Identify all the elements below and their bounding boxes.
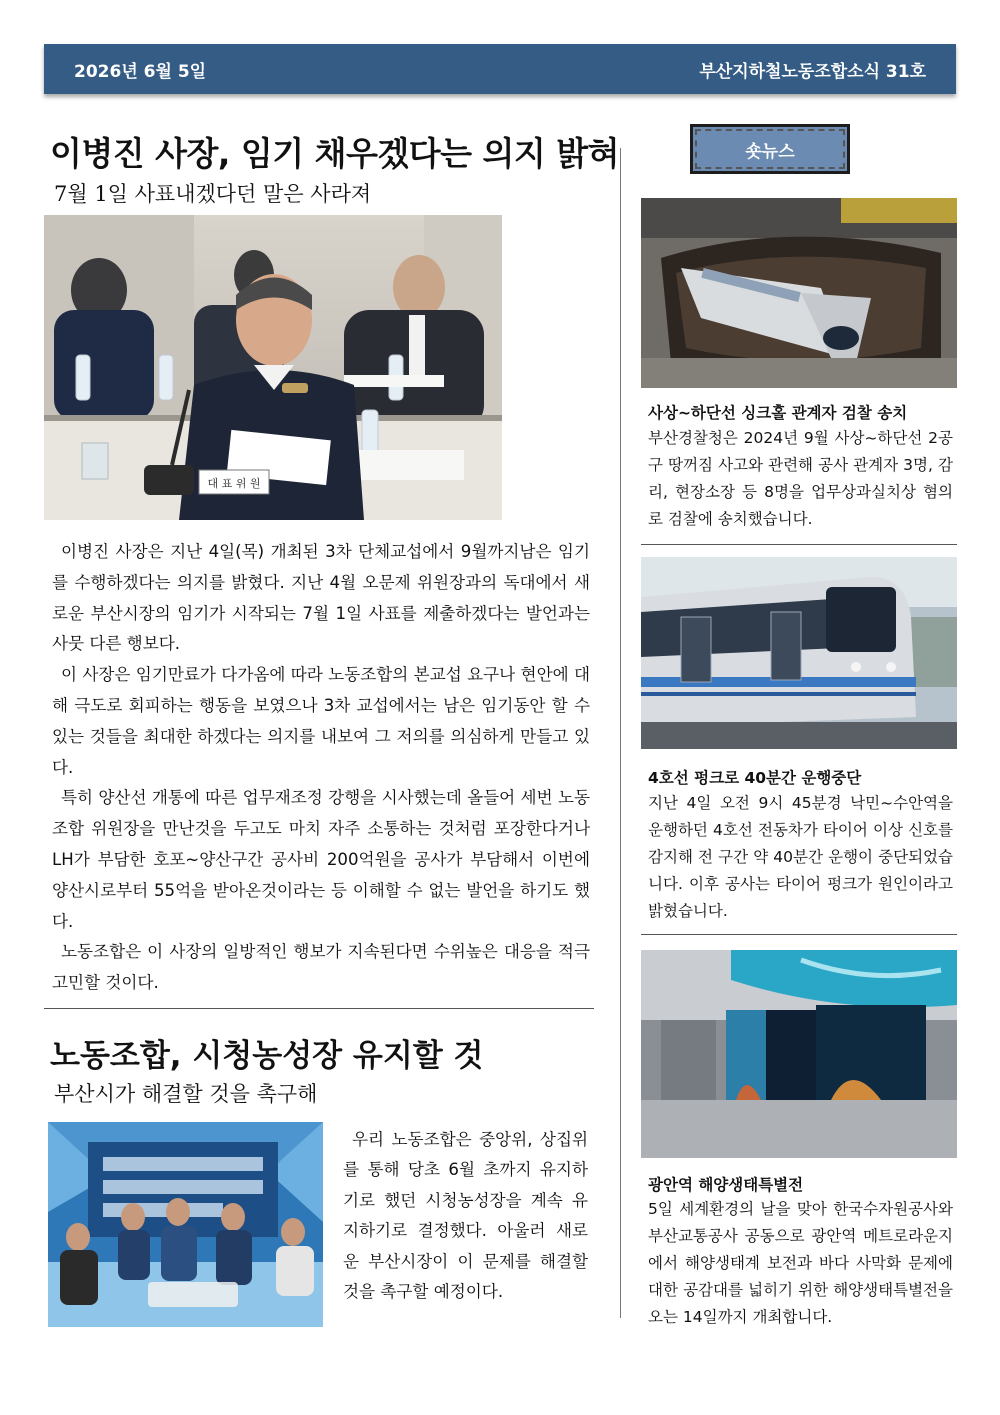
- article-divider: [44, 1008, 594, 1009]
- issue-date: 2026년 6월 5일: [74, 61, 207, 82]
- article1-paragraph: 특히 양산선 개통에 따른 업무재조정 강행을 시사했는데 올들어 세번 노동조합 위원장을 만난것을 두고도 마치 자주 소통하는 것처럼 포장한다거나 LH가 부담한 호포~양산구간 공사비 200억원을 공사가 부담해서 이번에 양산시로부터 55억을 받아온것이라는 등 이해할 수 없는 발언을 하기도 했다.: [52, 788, 590, 931]
- article1-paragraph: 노동조합은 이 사장의 일방적인 행보가 지속된다면 수위높은 대응을 적극 고민할 것이다.: [52, 942, 590, 993]
- column-divider: [620, 148, 621, 1318]
- article2-subtitle: 부산시가 해결할 것을 촉구해: [54, 1082, 318, 1106]
- article2-title: 노동조합, 시청농성장 유지할 것: [50, 1038, 484, 1074]
- header-bar: [44, 44, 956, 94]
- news-item-body: 부산경찰청은 2024년 9월 사상~하단선 2공구 땅꺼짐 사고와 관련해 공사 관계자 3명, 감리, 현장소장 등 8명을 업무상과실치상 혐의로 검찰에 송치했습니다.: [648, 429, 953, 528]
- short-news-heading: [690, 124, 850, 174]
- news-item-body: 5일 세계환경의 날을 맞아 한국수자원공사와 부산교통공사 공동으로 광안역 메트로라운지에서 해양생태계 보전과 바다 사막화 문제에 대한 공감대를 넓히기 위한 해양생태특별전을 오는 14일까지 개최합니다.: [648, 1200, 953, 1326]
- article1-paragraph: 이병진 사장은 지난 4일(목) 개최된 3차 단체교섭에서 9월까지남은 임기를 수행하겠다는 의지를 밝혔다. 지난 4월 오문제 위원장과의 독대에서 새로운 부산시장의 임기가 시작되는 7월 1일 사표를 제출하겠다는 발언과는 사뭇 다른 행보다.: [52, 542, 590, 654]
- sinkhole-photo: [641, 198, 957, 388]
- news-divider: [641, 934, 957, 935]
- sit-in-tent-photo: [48, 1122, 323, 1327]
- news-item-title: 4호선 펑크로 40분간 운행중단: [648, 769, 862, 787]
- article1-body: [52, 537, 590, 999]
- news-divider: [641, 544, 957, 545]
- marine-exhibit-photo: [641, 950, 957, 1158]
- article2-body: 우리 노동조합은 중앙위, 상집위를 통해 당초 6월 초까지 유지하기로 했던 시청농성장을 계속 유지하기로 결정했다. 아울러 새로운 부산시장이 이 문제를 해결할 것을 촉구할 예정이다.: [343, 1130, 588, 1302]
- publication-name: 부산지하철노동조합소식 31호: [699, 61, 926, 82]
- article1-subtitle: 7월 1일 사표내겠다던 말은 사라져: [54, 182, 372, 206]
- train-photo: [641, 557, 957, 749]
- nameplate-label: 대 표 위 원: [207, 477, 261, 490]
- article1-paragraph: 이 사장은 임기만료가 다가옴에 따라 노동조합의 본교섭 요구나 현안에 대해 극도로 회피하는 행동을 보였으나 3차 교섭에서는 남은 임기동안 할 수 있는 것들을 최대한 하겠다는 의지를 내보여 그 저의를 의심하게 만들고 있다.: [52, 665, 590, 777]
- news-item-body: 지난 4일 오전 9시 45분경 낙민~수안역을 운행하던 4호선 전동차가 타이어 이상 신호를 감지해 전 구간 약 40분간 운행이 중단되었습니다. 이후 공사는 타이어 펑크가 원인이라고 밝혔습니다.: [648, 794, 953, 920]
- short-news-label: 숏뉴스: [745, 141, 795, 162]
- article1-title: 이병진 사장, 임기 채우겠다는 의지 밝혀: [50, 134, 620, 173]
- news-item-title: 사상~하단선 싱크홀 관계자 검찰 송치: [648, 404, 908, 422]
- news-item-title: 광안역 해양생태특별전: [648, 1176, 804, 1194]
- meeting-photo: [44, 215, 502, 520]
